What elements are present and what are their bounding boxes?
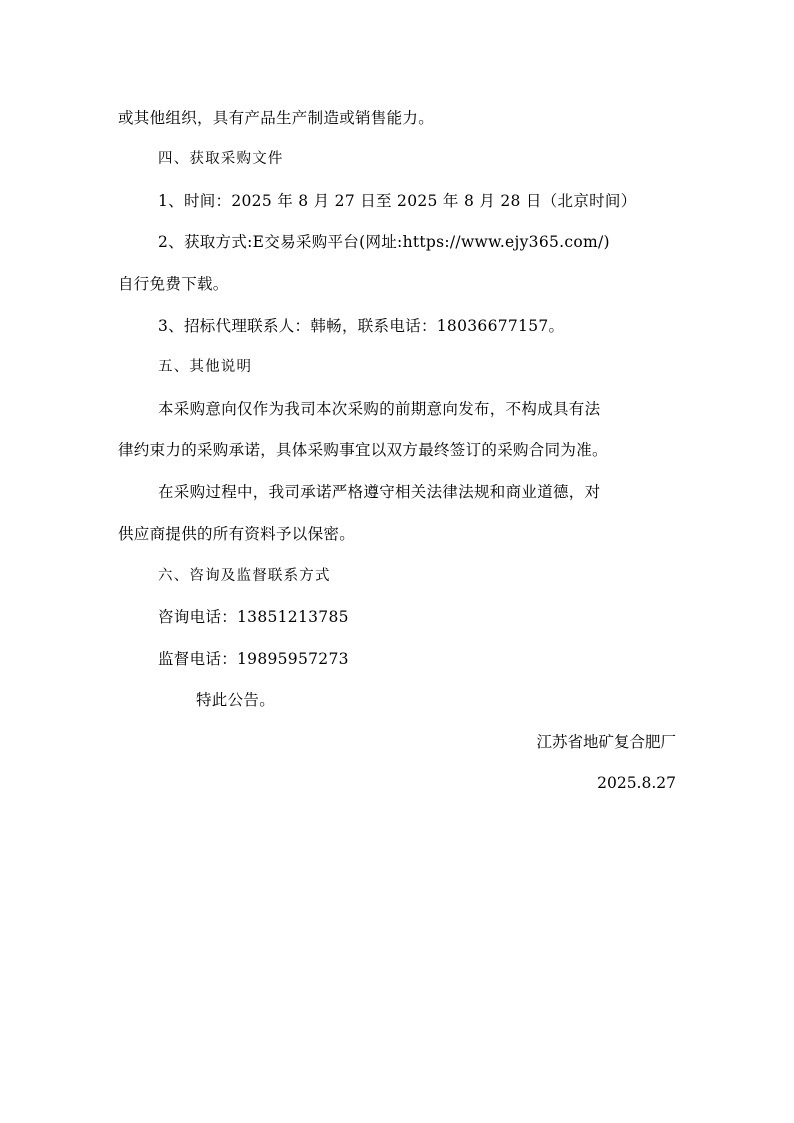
closing-statement: 特此公告。 bbox=[196, 691, 276, 709]
item-obtain-time: 1、时间：2025 年 8 月 27 日至 2025 年 8 月 28 日（北京时间） bbox=[158, 192, 637, 210]
section-heading-obtain-documents: 四、获取采购文件 bbox=[158, 151, 284, 167]
section-heading-other-notes: 五、其他说明 bbox=[158, 359, 253, 375]
signature-date: 2025.8.27 bbox=[597, 774, 676, 792]
paragraph-qualification-tail: 或其他组织，具有产品生产制造或销售能力。 bbox=[118, 109, 435, 127]
paragraph-disclaimer: 本采购意向仅作为我司本次采购的前期意向发布，不构成具有法 bbox=[158, 400, 601, 418]
supervise-phone: 监督电话：19895957273 bbox=[158, 650, 349, 668]
consult-phone: 咨询电话：13851213785 bbox=[158, 608, 349, 626]
item-agent-contact: 3、招标代理联系人：韩畅，联系电话：18036677157。 bbox=[158, 317, 565, 335]
item-obtain-method: 2、获取方式:E交易采购平台(网址:https://www.ejy365.com/) bbox=[158, 233, 610, 251]
item-obtain-method-continued: 自行免费下载。 bbox=[118, 275, 229, 293]
paragraph-confidentiality: 在采购过程中，我司承诺严格遵守相关法律法规和商业道德，对 bbox=[158, 483, 601, 501]
signature-organization: 江苏省地矿复合肥厂 bbox=[536, 733, 676, 751]
paragraph-disclaimer-continued: 律约束力的采购承诺，具体采购事宜以双方最终签订的采购合同为准。 bbox=[118, 441, 608, 459]
paragraph-confidentiality-continued: 供应商提供的所有资料予以保密。 bbox=[118, 525, 356, 543]
section-heading-contact: 六、咨询及监督联系方式 bbox=[158, 568, 331, 584]
